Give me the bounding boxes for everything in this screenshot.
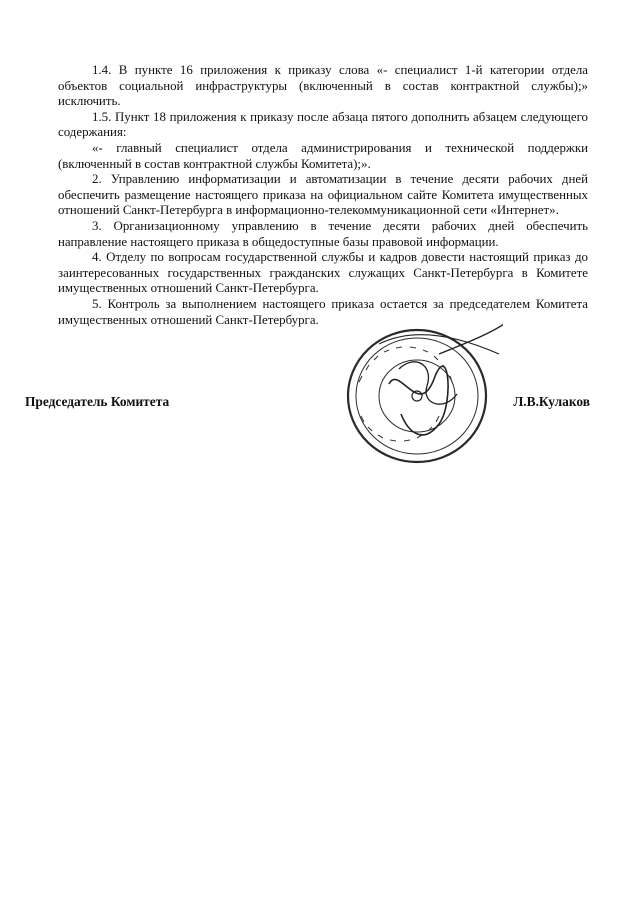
paragraph-quote: «- главный специалист отдела администрирования и технической поддержки (включенный в состав контрактной службы Комитета);». xyxy=(58,140,588,171)
signatory-name: Л.В.Кулаков xyxy=(513,394,590,409)
paragraph-1-5: 1.5. Пункт 18 приложения к приказу после абзаца пятого дополнить абзацем следующего содержания: xyxy=(58,109,588,140)
paragraph-5: 5. Контроль за выполнением настоящего приказа остается за председателем Комитета имущественных отношений Санкт-Петербурга. xyxy=(58,296,588,327)
paragraph-2: 2. Управлению информатизации и автоматизации в течение десяти рабочих дней обеспечить размещение настоящего приказа на официальном сайте Комитета имущественных отношений Санкт-Петербурга в информационно-телекоммуникационной сети «Интернет». xyxy=(58,172,588,218)
paragraph-1-4: 1.4. В пункте 16 приложения к приказу слова «- специалист 1-й категории отдела объектов социальной инфраструктуры (включенный в состав контрактной службы);» исключить. xyxy=(58,63,588,109)
document-body xyxy=(58,63,588,328)
paragraph-3: 3. Организационному управлению в течение десяти рабочих дней обеспечить направление настоящего приказа в общедоступные базы правовой информации. xyxy=(58,218,588,249)
signature-block xyxy=(25,394,590,414)
paragraph-4: 4. Отделу по вопросам государственной службы и кадров довести настоящий приказ до заинтересованных государственных гражданских служащих Санкт-Петербурга в Комитете имущественных отношений Санкт-Петербурга. xyxy=(58,250,588,296)
signatory-title: Председатель Комитета xyxy=(25,394,170,409)
